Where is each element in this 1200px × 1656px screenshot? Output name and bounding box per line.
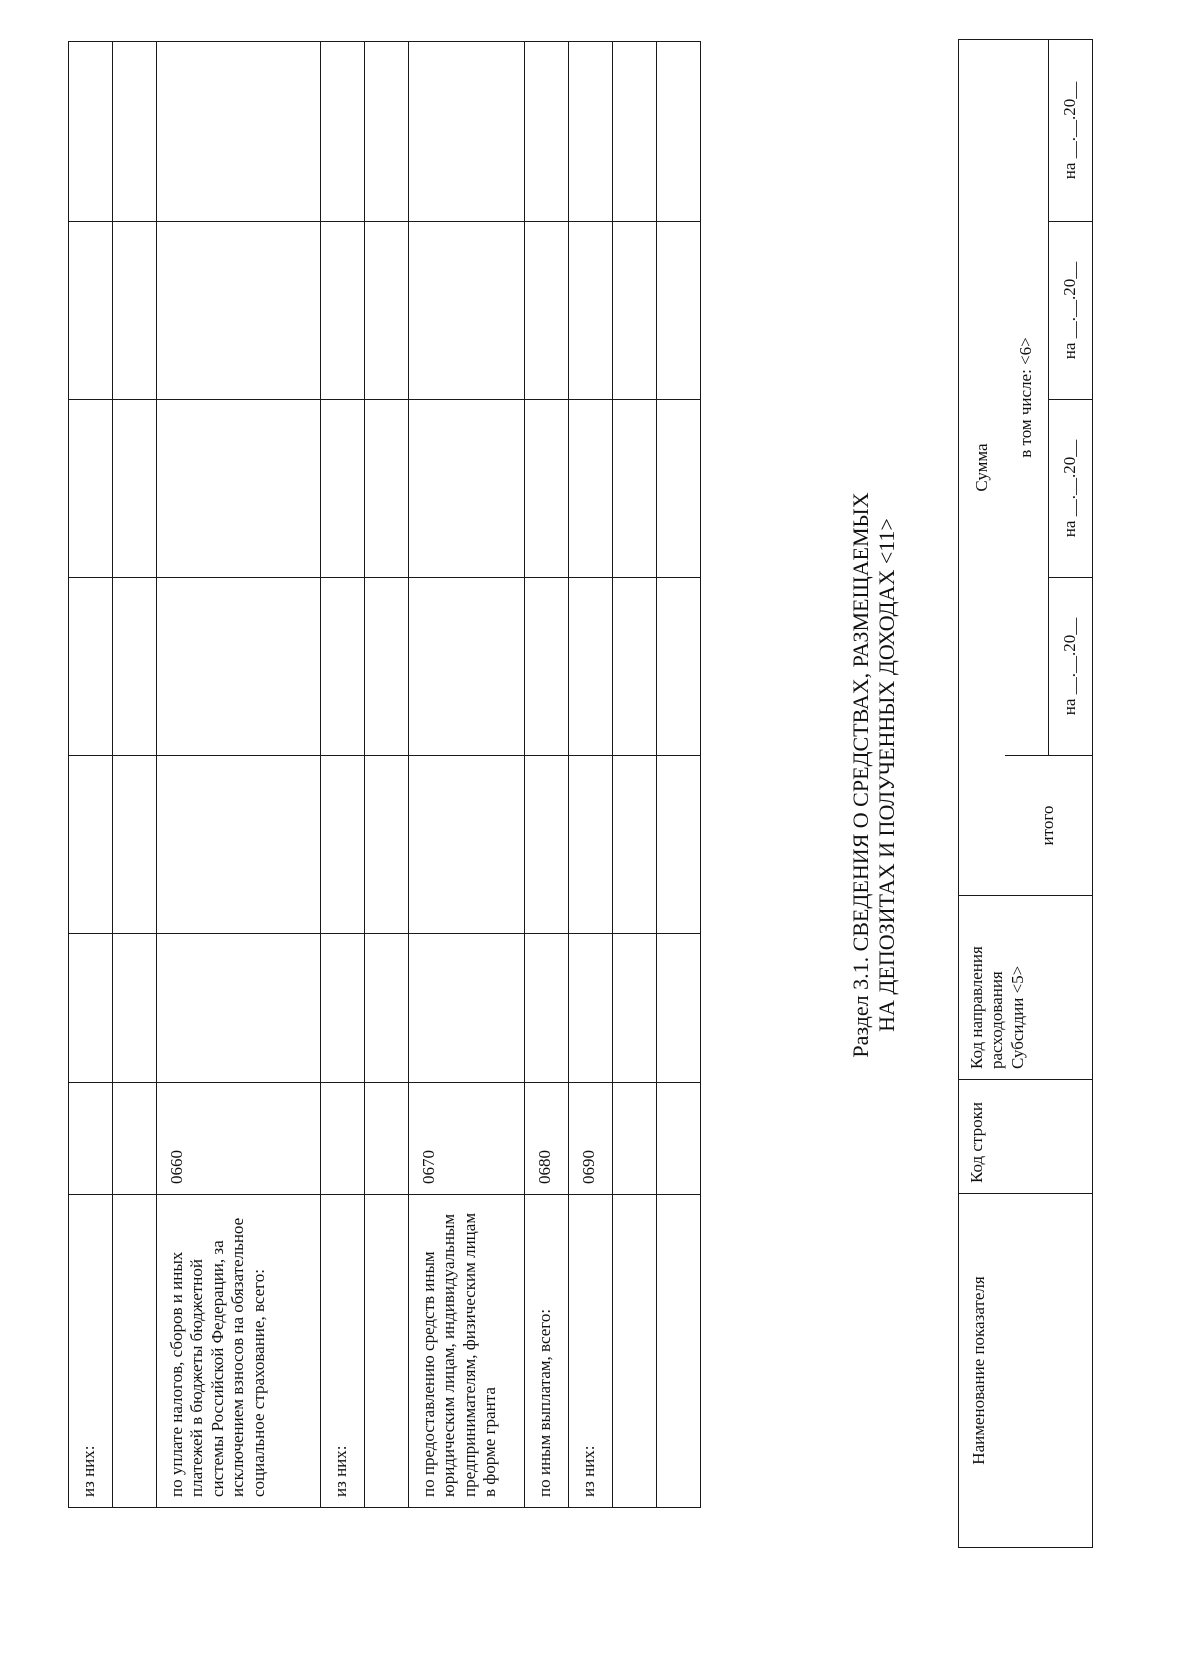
value-cell: [569, 934, 613, 1083]
total-header: итого: [1005, 756, 1093, 896]
row-name-cell: [657, 1195, 701, 1508]
table-row: [657, 42, 701, 1508]
value-cell: [365, 400, 409, 578]
value-cell: [569, 42, 613, 222]
header-row: [959, 40, 1005, 1548]
value-cell: [525, 578, 569, 756]
value-cell: [365, 578, 409, 756]
row-code-cell: 0680: [525, 1083, 569, 1195]
value-cell: [613, 400, 657, 578]
value-cell: [657, 400, 701, 578]
line-code-header: Код строки: [959, 1080, 1093, 1194]
row-code-cell: [657, 1083, 701, 1195]
value-cell: [657, 578, 701, 756]
value-cell: [113, 222, 157, 400]
row-code-cell: 0670: [409, 1083, 525, 1195]
value-cell: [525, 934, 569, 1083]
row-code-cell: [613, 1083, 657, 1195]
value-cell: [525, 400, 569, 578]
value-cell: [613, 578, 657, 756]
section-title-line1: Раздел 3.1. СВЕДЕНИЯ О СРЕДСТВАХ, РАЗМЕЩАЕМЫХ: [848, 492, 873, 1058]
value-cell: [157, 400, 321, 578]
value-cell: [113, 578, 157, 756]
value-cell: [321, 578, 365, 756]
expenses-table-continuation: [68, 41, 701, 1508]
value-cell: [409, 756, 525, 934]
deposits-table-header: [958, 39, 1093, 1548]
value-cell: [409, 578, 525, 756]
row-code-cell: 0660: [157, 1083, 321, 1195]
row-code-cell: [69, 1083, 113, 1195]
row-code-cell: 0690: [569, 1083, 613, 1195]
value-cell: [321, 934, 365, 1083]
table-row: [113, 42, 157, 1508]
value-cell: [613, 42, 657, 222]
value-cell: [157, 756, 321, 934]
value-cell: [157, 934, 321, 1083]
table-row: [409, 42, 525, 1508]
value-cell: [613, 756, 657, 934]
row-name-cell: из них:: [569, 1195, 613, 1508]
value-cell: [321, 400, 365, 578]
row-code-cell: [365, 1083, 409, 1195]
value-cell: [525, 222, 569, 400]
value-cell: [409, 42, 525, 222]
table-row: [157, 42, 321, 1508]
value-cell: [69, 400, 113, 578]
value-cell: [569, 222, 613, 400]
row-code-cell: [321, 1083, 365, 1195]
row-name-cell: по уплате налогов, сборов и иных платежей в бюджеты бюджетной системы Российской Федерации, за исключением взносов на обязательное социальное страхование, всего:: [157, 1195, 321, 1508]
row-name-cell: по предоставлению средств иным юридическим лицам, индивидуальным предпринимателям, физическим лицам в форме гранта: [409, 1195, 525, 1508]
value-cell: [113, 400, 157, 578]
date-column-header: на __.__.20__: [1049, 400, 1093, 578]
value-cell: [409, 222, 525, 400]
indicator-name-header: Наименование показателя: [959, 1194, 1093, 1548]
value-cell: [525, 42, 569, 222]
value-cell: [113, 42, 157, 222]
value-cell: [69, 934, 113, 1083]
value-cell: [69, 42, 113, 222]
value-cell: [365, 222, 409, 400]
table-row: [365, 42, 409, 1508]
value-cell: [321, 756, 365, 934]
value-cell: [569, 756, 613, 934]
value-cell: [409, 400, 525, 578]
row-name-cell: [613, 1195, 657, 1508]
section-title-line2: НА ДЕПОЗИТАХ И ПОЛУЧЕННЫХ ДОХОДАХ <11>: [874, 518, 900, 1032]
table-row: [69, 42, 113, 1508]
value-cell: [569, 578, 613, 756]
value-cell: [525, 756, 569, 934]
row-name-cell: [113, 1195, 157, 1508]
value-cell: [613, 222, 657, 400]
direction-code-header: Код направления расходования Субсидии <5>: [959, 896, 1093, 1080]
value-cell: [69, 578, 113, 756]
value-cell: [321, 222, 365, 400]
table-row: [321, 42, 365, 1508]
section-heading: [848, 42, 901, 1508]
value-cell: [113, 756, 157, 934]
row-name-cell: из них:: [69, 1195, 113, 1508]
including-header: в том числе: <6>: [1005, 40, 1049, 756]
value-cell: [365, 42, 409, 222]
value-cell: [613, 934, 657, 1083]
value-cell: [113, 934, 157, 1083]
date-column-header: на __.__.20__: [1049, 40, 1093, 222]
value-cell: [657, 42, 701, 222]
value-cell: [69, 222, 113, 400]
value-cell: [321, 42, 365, 222]
row-name-cell: по иным выплатам, всего:: [525, 1195, 569, 1508]
value-cell: [657, 756, 701, 934]
date-column-header: на __.__.20__: [1049, 222, 1093, 400]
sum-header: Сумма: [959, 40, 1005, 896]
value-cell: [365, 756, 409, 934]
date-column-header: на __.__.20__: [1049, 578, 1093, 756]
value-cell: [157, 222, 321, 400]
row-name-cell: из них:: [321, 1195, 365, 1508]
value-cell: [657, 222, 701, 400]
row-code-cell: [113, 1083, 157, 1195]
table-row: [613, 42, 657, 1508]
row-name-cell: [365, 1195, 409, 1508]
value-cell: [69, 756, 113, 934]
value-cell: [365, 934, 409, 1083]
value-cell: [409, 934, 525, 1083]
value-cell: [657, 934, 701, 1083]
value-cell: [157, 42, 321, 222]
table-row: [569, 42, 613, 1508]
table-row: [525, 42, 569, 1508]
value-cell: [569, 400, 613, 578]
value-cell: [157, 578, 321, 756]
